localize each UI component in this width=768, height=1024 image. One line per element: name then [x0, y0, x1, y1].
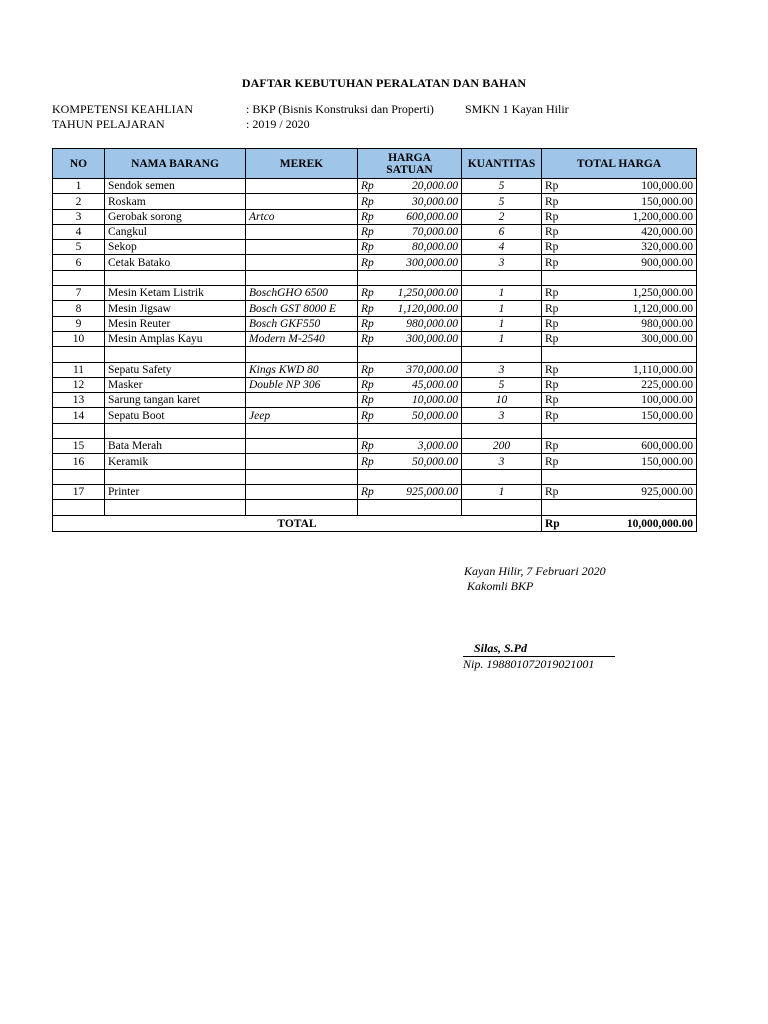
cell-merek: [246, 393, 358, 408]
harga-value: 1,250,000.00: [397, 287, 458, 300]
total-harga-value: 225,000.00: [641, 379, 693, 392]
blank-cell: [462, 500, 542, 515]
signature-name: Silas, S.Pd: [474, 641, 528, 655]
total-harga-value: 1,250,000.00: [632, 287, 693, 300]
table-row: [53, 362, 697, 377]
total-harga-value: 100,000.00: [641, 394, 693, 407]
total-currency: Rp: [545, 256, 559, 269]
cell-no: 7: [53, 286, 105, 301]
total-currency: Rp: [545, 241, 559, 254]
blank-cell: [358, 469, 462, 484]
cell-harga-satuan: [358, 194, 462, 209]
tahun-value: : 2019 / 2020: [246, 117, 310, 131]
cell-merek: Kings KWD 80: [246, 362, 358, 377]
cell-nama-barang: Printer: [105, 484, 246, 499]
table-row: [53, 454, 697, 469]
cell-total-harga: [542, 393, 697, 408]
blank-cell: [53, 469, 105, 484]
signature-place-date: Kayan Hilir, 7 Februari 2020: [464, 564, 606, 578]
blank-cell: [53, 270, 105, 285]
harga-currency: Rp: [361, 287, 374, 300]
cell-harga-satuan: [358, 209, 462, 224]
cell-kuantitas: 1: [462, 331, 542, 346]
harga-value: 300,000.00: [406, 256, 458, 269]
cell-nama-barang: Keramik: [105, 454, 246, 469]
header-no: NO: [53, 149, 105, 179]
total-harga-value: 1,110,000.00: [633, 363, 693, 376]
table-body: [53, 179, 697, 516]
total-harga-value: 925,000.00: [641, 486, 693, 499]
school-name: SMKN 1 Kayan Hilir: [465, 102, 569, 116]
total-harga-value: 100,000.00: [641, 180, 693, 193]
cell-total-harga: [542, 439, 697, 454]
table-row-blank: [53, 500, 697, 515]
cell-total-harga: [542, 255, 697, 270]
total-currency: Rp: [545, 180, 559, 193]
cell-harga-satuan: [358, 255, 462, 270]
cell-no: 2: [53, 194, 105, 209]
harga-currency: Rp: [361, 394, 374, 407]
blank-cell: [246, 270, 358, 285]
cell-kuantitas: 3: [462, 454, 542, 469]
header-harga-satuan: [358, 149, 462, 179]
blank-cell: [358, 500, 462, 515]
cell-harga-satuan: [358, 179, 462, 194]
total-currency: Rp: [545, 517, 560, 530]
cell-nama-barang: Sepatu Boot: [105, 408, 246, 423]
kompetensi-value: : BKP (Bisnis Konstruksi dan Properti): [246, 102, 434, 116]
blank-cell: [542, 347, 697, 362]
total-currency: Rp: [545, 195, 559, 208]
table-row: [53, 255, 697, 270]
harga-currency: Rp: [361, 440, 374, 453]
cell-merek: [246, 454, 358, 469]
cell-total-harga: [542, 408, 697, 423]
table-row: [53, 377, 697, 392]
equipment-table: [52, 148, 697, 532]
cell-harga-satuan: [358, 377, 462, 392]
blank-cell: [542, 423, 697, 438]
blank-cell: [542, 270, 697, 285]
blank-cell: [53, 500, 105, 515]
tahun-label: TAHUN PELAJARAN: [52, 117, 165, 131]
total-currency: Rp: [545, 302, 559, 315]
total-harga-value: 320,000.00: [641, 241, 693, 254]
cell-total-harga: [542, 484, 697, 499]
cell-merek: [246, 240, 358, 255]
cell-total-harga: [542, 179, 697, 194]
harga-currency: Rp: [361, 363, 374, 376]
harga-currency: Rp: [361, 256, 374, 269]
cell-kuantitas: 4: [462, 240, 542, 255]
cell-merek: Modern M-2540: [246, 331, 358, 346]
cell-total-harga: [542, 331, 697, 346]
total-row: [53, 515, 697, 531]
blank-cell: [462, 347, 542, 362]
cell-nama-barang: Roskam: [105, 194, 246, 209]
cell-total-harga: [542, 316, 697, 331]
harga-currency: Rp: [361, 180, 374, 193]
harga-currency: Rp: [361, 241, 374, 254]
cell-kuantitas: 6: [462, 224, 542, 239]
cell-merek: Double NP 306: [246, 377, 358, 392]
cell-no: 6: [53, 255, 105, 270]
blank-cell: [246, 423, 358, 438]
kompetensi-label: KOMPETENSI KEAHLIAN: [52, 102, 193, 116]
harga-currency: Rp: [361, 455, 374, 468]
total-harga-value: 420,000.00: [641, 226, 693, 239]
blank-cell: [105, 423, 246, 438]
cell-no: 5: [53, 240, 105, 255]
table-row-blank: [53, 423, 697, 438]
harga-value: 70,000.00: [412, 226, 458, 239]
blank-cell: [462, 469, 542, 484]
cell-nama-barang: Gerobak sorong: [105, 209, 246, 224]
header-nama-barang: NAMA BARANG: [105, 149, 246, 179]
harga-value: 3,000.00: [417, 440, 458, 453]
cell-harga-satuan: [358, 286, 462, 301]
harga-value: 30,000.00: [412, 195, 458, 208]
cell-nama-barang: Bata Merah: [105, 439, 246, 454]
cell-no: 16: [53, 454, 105, 469]
total-harga-value: 1,120,000.00: [632, 302, 693, 315]
cell-no: 11: [53, 362, 105, 377]
total-currency: Rp: [545, 379, 559, 392]
blank-cell: [542, 500, 697, 515]
header-harga-satuan-text: HARGA SATUAN: [386, 151, 433, 176]
blank-cell: [105, 469, 246, 484]
total-currency: Rp: [545, 287, 559, 300]
cell-no: 10: [53, 331, 105, 346]
cell-harga-satuan: [358, 362, 462, 377]
cell-nama-barang: Sarung tangan karet: [105, 393, 246, 408]
cell-no: 8: [53, 301, 105, 316]
total-harga-value: 150,000.00: [641, 195, 693, 208]
cell-kuantitas: 5: [462, 194, 542, 209]
cell-merek: [246, 255, 358, 270]
cell-no: 17: [53, 484, 105, 499]
blank-cell: [246, 469, 358, 484]
harga-value: 300,000.00: [406, 333, 458, 346]
total-currency: Rp: [545, 226, 559, 239]
cell-merek: [246, 439, 358, 454]
cell-nama-barang: Masker: [105, 377, 246, 392]
table-row: [53, 194, 697, 209]
total-harga-value: 150,000.00: [641, 455, 693, 468]
harga-currency: Rp: [361, 333, 374, 346]
table-row: [53, 331, 697, 346]
table-header: [53, 149, 697, 179]
table-row-blank: [53, 270, 697, 285]
cell-no: 13: [53, 393, 105, 408]
total-currency: Rp: [545, 317, 559, 330]
cell-total-harga: [542, 224, 697, 239]
table-row: [53, 301, 697, 316]
total-currency: Rp: [545, 440, 559, 453]
cell-nama-barang: Cetak Batako: [105, 255, 246, 270]
harga-value: 20,000.00: [412, 180, 458, 193]
cell-merek: [246, 194, 358, 209]
cell-harga-satuan: [358, 454, 462, 469]
cell-nama-barang: Sendok semen: [105, 179, 246, 194]
cell-kuantitas: 5: [462, 179, 542, 194]
total-harga-value: 300,000.00: [641, 333, 693, 346]
total-currency: Rp: [545, 409, 559, 422]
harga-currency: Rp: [361, 226, 374, 239]
cell-nama-barang: Mesin Amplas Kayu: [105, 331, 246, 346]
cell-total-harga: [542, 209, 697, 224]
blank-cell: [105, 270, 246, 285]
blank-cell: [246, 500, 358, 515]
cell-harga-satuan: [358, 301, 462, 316]
cell-merek: [246, 179, 358, 194]
blank-cell: [53, 347, 105, 362]
table-row-blank: [53, 347, 697, 362]
cell-nama-barang: Sekop: [105, 240, 246, 255]
harga-currency: Rp: [361, 317, 374, 330]
cell-no: 14: [53, 408, 105, 423]
cell-kuantitas: 2: [462, 209, 542, 224]
blank-cell: [358, 347, 462, 362]
harga-currency: Rp: [361, 409, 374, 422]
cell-kuantitas: 1: [462, 316, 542, 331]
blank-cell: [542, 469, 697, 484]
cell-harga-satuan: [358, 439, 462, 454]
cell-kuantitas: 1: [462, 484, 542, 499]
cell-total-harga: [542, 194, 697, 209]
cell-nama-barang: Mesin Ketam Listrik: [105, 286, 246, 301]
cell-no: 4: [53, 224, 105, 239]
harga-value: 10,000.00: [412, 394, 458, 407]
harga-value: 925,000.00: [406, 486, 458, 499]
blank-cell: [358, 423, 462, 438]
cell-merek: BoschGHO 6500: [246, 286, 358, 301]
harga-value: 980,000.00: [406, 317, 458, 330]
table-row: [53, 209, 697, 224]
total-currency: Rp: [545, 486, 559, 499]
table-row: [53, 240, 697, 255]
table-row: [53, 484, 697, 499]
harga-value: 50,000.00: [412, 455, 458, 468]
header-kuantitas: KUANTITAS: [462, 149, 542, 179]
cell-merek: Artco: [246, 209, 358, 224]
total-currency: Rp: [545, 455, 559, 468]
header-total-harga: TOTAL HARGA: [542, 149, 697, 179]
total-value-cell: [542, 515, 697, 531]
harga-currency: Rp: [361, 486, 374, 499]
total-value: 10,000,000.00: [626, 517, 693, 530]
header-merek: MEREK: [246, 149, 358, 179]
total-harga-value: 150,000.00: [641, 409, 693, 422]
cell-merek: [246, 484, 358, 499]
signature-role: Kakomli BKP: [467, 579, 534, 593]
total-currency: Rp: [545, 210, 559, 223]
cell-no: 15: [53, 439, 105, 454]
harga-value: 80,000.00: [412, 241, 458, 254]
cell-kuantitas: 3: [462, 362, 542, 377]
document-title: DAFTAR KEBUTUHAN PERALATAN DAN BAHAN: [241, 76, 527, 90]
cell-harga-satuan: [358, 316, 462, 331]
table-row: [53, 439, 697, 454]
blank-cell: [358, 270, 462, 285]
cell-harga-satuan: [358, 393, 462, 408]
blank-cell: [53, 423, 105, 438]
table-row-blank: [53, 469, 697, 484]
total-currency: Rp: [545, 333, 559, 346]
harga-value: 1,120,000.00: [397, 302, 458, 315]
cell-nama-barang: Cangkul: [105, 224, 246, 239]
total-harga-value: 900,000.00: [641, 256, 693, 269]
table-row: [53, 316, 697, 331]
cell-merek: Bosch GKF550: [246, 316, 358, 331]
cell-nama-barang: Mesin Jigsaw: [105, 301, 246, 316]
harga-currency: Rp: [361, 195, 374, 208]
cell-total-harga: [542, 286, 697, 301]
signature-nip: Nip. 198801072019021001: [463, 657, 595, 671]
total-label: TOTAL: [53, 515, 542, 531]
cell-nama-barang: Sepatu Safety: [105, 362, 246, 377]
cell-kuantitas: 200: [462, 439, 542, 454]
cell-total-harga: [542, 301, 697, 316]
cell-kuantitas: 3: [462, 408, 542, 423]
cell-no: 3: [53, 209, 105, 224]
harga-value: 50,000.00: [412, 409, 458, 422]
cell-total-harga: [542, 377, 697, 392]
cell-merek: Jeep: [246, 408, 358, 423]
total-harga-value: 600,000.00: [641, 440, 693, 453]
harga-value: 600,000.00: [406, 210, 458, 223]
table-row: [53, 286, 697, 301]
cell-no: 9: [53, 316, 105, 331]
table-row: [53, 224, 697, 239]
table-row: [53, 393, 697, 408]
blank-cell: [105, 347, 246, 362]
harga-currency: Rp: [361, 379, 374, 392]
harga-currency: Rp: [361, 210, 374, 223]
harga-value: 370,000.00: [406, 363, 458, 376]
table-row: [53, 179, 697, 194]
cell-nama-barang: Mesin Reuter: [105, 316, 246, 331]
cell-harga-satuan: [358, 484, 462, 499]
cell-total-harga: [542, 454, 697, 469]
cell-kuantitas: 3: [462, 255, 542, 270]
cell-total-harga: [542, 240, 697, 255]
cell-kuantitas: 1: [462, 301, 542, 316]
blank-cell: [105, 500, 246, 515]
harga-value: 45,000.00: [412, 379, 458, 392]
cell-harga-satuan: [358, 240, 462, 255]
cell-kuantitas: 1: [462, 286, 542, 301]
blank-cell: [462, 270, 542, 285]
total-harga-value: 980,000.00: [641, 317, 693, 330]
cell-merek: [246, 224, 358, 239]
harga-currency: Rp: [361, 302, 374, 315]
cell-harga-satuan: [358, 224, 462, 239]
cell-merek: Bosch GST 8000 E: [246, 301, 358, 316]
cell-no: 1: [53, 179, 105, 194]
cell-harga-satuan: [358, 408, 462, 423]
blank-cell: [246, 347, 358, 362]
total-currency: Rp: [545, 394, 559, 407]
cell-total-harga: [542, 362, 697, 377]
table-row: [53, 408, 697, 423]
total-harga-value: 1,200,000.00: [632, 210, 693, 223]
cell-harga-satuan: [358, 331, 462, 346]
total-currency: Rp: [545, 363, 559, 376]
cell-kuantitas: 5: [462, 377, 542, 392]
cell-kuantitas: 10: [462, 393, 542, 408]
cell-no: 12: [53, 377, 105, 392]
blank-cell: [462, 423, 542, 438]
